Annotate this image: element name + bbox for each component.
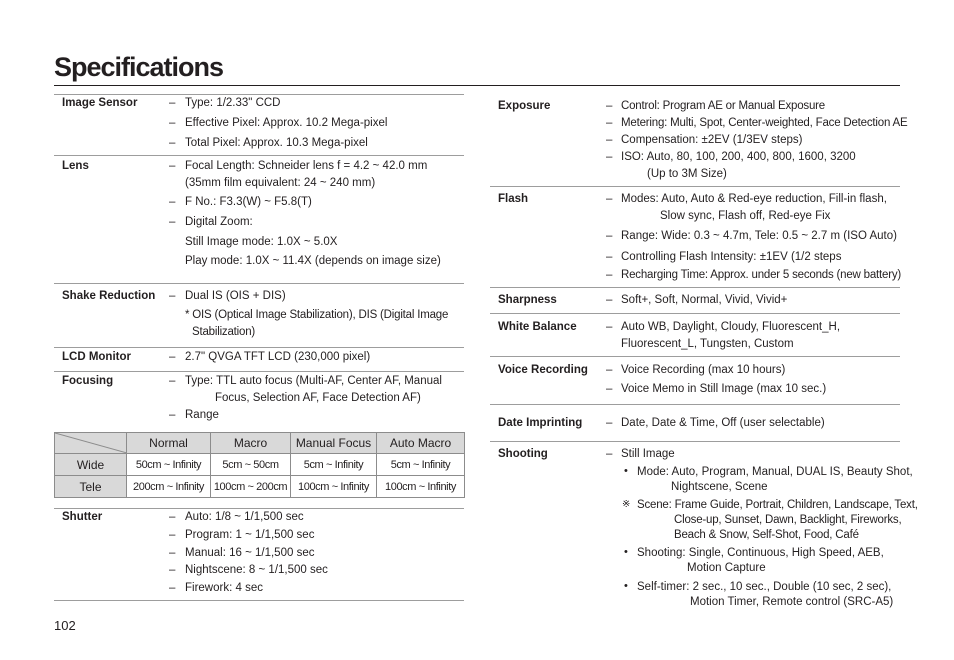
- table-cell: 100cm ~ Infinity: [291, 476, 377, 498]
- spec-value: Manual: 16 ~ 1/1,500 sec: [185, 547, 315, 559]
- spec-value: Scene: Frame Guide, Portrait, Children, Landscape, Text,: [637, 499, 918, 511]
- dash: –: [169, 511, 176, 523]
- spec-label-shake-reduction: Shake Reduction: [62, 290, 156, 302]
- spec-value: Program: 1 ~ 1/1,500 sec: [185, 529, 315, 541]
- spec-value: Still Image: [621, 448, 675, 460]
- spec-value: Type: 1/2.33" CCD: [185, 97, 281, 109]
- spec-value: Focal Length: Schneider lens f = 4.2 ~ 42.0 mm: [185, 160, 428, 172]
- spec-value: Controlling Flash Intensity: ±1EV (1/2 steps: [621, 251, 842, 263]
- dash: –: [606, 294, 613, 306]
- spec-value: Modes: Auto, Auto & Red-eye reduction, Fill-in flash,: [621, 193, 887, 205]
- reference-mark-icon: ※: [622, 499, 631, 510]
- spec-value: Range: Wide: 0.3 ~ 4.7m, Tele: 0.5 ~ 2.7 m (ISO Auto): [621, 230, 897, 242]
- dash: –: [606, 364, 613, 376]
- spec-value: Type: TTL auto focus (Multi-AF, Center AF, Manual: [185, 375, 442, 387]
- spec-value: ISO: Auto, 80, 100, 200, 400, 800, 1600, 3200: [621, 151, 856, 163]
- spec-value: (Up to 3M Size): [647, 168, 727, 180]
- dash: –: [169, 529, 176, 541]
- spec-value: Compensation: ±2EV (1/3EV steps): [621, 134, 803, 146]
- dash: –: [169, 375, 176, 387]
- spec-label-white-balance: White Balance: [498, 321, 577, 333]
- dash: –: [169, 216, 176, 228]
- dash: –: [606, 251, 613, 263]
- dash: –: [169, 547, 176, 559]
- spec-value: Firework: 4 sec: [185, 582, 263, 594]
- dash: –: [169, 160, 176, 172]
- dash: –: [606, 151, 613, 163]
- spec-value: Beach & Snow, Self-Shot, Food, Café: [674, 529, 859, 541]
- dash: –: [169, 137, 176, 149]
- bullet-icon: •: [624, 546, 628, 558]
- spec-value: Self-timer: 2 sec., 10 sec., Double (10 sec, 2 sec),: [637, 581, 892, 593]
- spec-note: * OIS (Optical Image Stabilization), DIS (Digital Image: [185, 309, 449, 321]
- spec-value: Shooting: Single, Continuous, High Speed, AEB,: [637, 547, 884, 559]
- divider: [54, 283, 464, 284]
- spec-value: Date, Date & Time, Off (user selectable): [621, 417, 825, 429]
- column-header: Auto Macro: [377, 433, 465, 454]
- spec-value: Nightscene, Scene: [671, 481, 768, 493]
- spec-value: Voice Recording (max 10 hours): [621, 364, 786, 376]
- spec-label-lens: Lens: [62, 160, 89, 172]
- dash: –: [606, 117, 613, 129]
- dash: –: [606, 269, 613, 281]
- dash: –: [606, 230, 613, 242]
- column-header: Macro: [211, 433, 291, 454]
- table-cell: 200cm ~ Infinity: [127, 476, 211, 498]
- bullet-icon: •: [624, 465, 628, 477]
- spec-label-image-sensor: Image Sensor: [62, 97, 138, 109]
- table-cell: 5cm ~ 50cm: [211, 454, 291, 476]
- focus-range-table: [54, 432, 465, 498]
- table-cell: 100cm ~ Infinity: [377, 476, 465, 498]
- spec-label-voice-recording: Voice Recording: [498, 364, 588, 376]
- spec-value: Total Pixel: Approx. 10.3 Mega-pixel: [185, 137, 368, 149]
- spec-value: Slow sync, Flash off, Red-eye Fix: [660, 210, 831, 222]
- spec-value: (35mm film equivalent: 24 ~ 240 mm): [185, 177, 376, 189]
- spec-value: Dual IS (OIS + DIS): [185, 290, 286, 302]
- spec-value: Auto: 1/8 ~ 1/1,500 sec: [185, 511, 304, 523]
- spec-note: Stabilization): [192, 326, 256, 338]
- table-row: [55, 476, 465, 498]
- spec-value: Digital Zoom:: [185, 216, 253, 228]
- spec-value: Recharging Time: Approx. under 5 seconds (new battery): [621, 269, 902, 281]
- divider: [490, 356, 900, 357]
- table-corner-cell: [55, 433, 127, 454]
- spec-value: Auto WB, Daylight, Cloudy, Fluorescent_H,: [621, 321, 841, 333]
- spec-value: Metering: Multi, Spot, Center-weighted, Face Detection AE: [621, 117, 908, 129]
- spec-value: Range: [185, 409, 219, 421]
- bullet-icon: •: [624, 580, 628, 592]
- spec-value: Control: Program AE or Manual Exposure: [621, 100, 825, 112]
- dash: –: [606, 321, 613, 333]
- divider: [54, 155, 464, 156]
- dash: –: [606, 383, 613, 395]
- divider: [54, 371, 464, 372]
- table-cell: 5cm ~ Infinity: [291, 454, 377, 476]
- column-header: Normal: [127, 433, 211, 454]
- spec-value: Focus, Selection AF, Face Detection AF): [215, 392, 421, 404]
- dash: –: [169, 290, 176, 302]
- title-rule: [54, 85, 900, 86]
- spec-label-shooting: Shooting: [498, 448, 548, 460]
- spec-label-sharpness: Sharpness: [498, 294, 557, 306]
- spec-value: Motion Timer, Remote control (SRC-A5): [690, 596, 894, 608]
- spec-label-focusing: Focusing: [62, 375, 114, 387]
- spec-value: Soft+, Soft, Normal, Vivid, Vivid+: [621, 294, 788, 306]
- dash: –: [169, 409, 176, 421]
- page-number: 102: [54, 618, 76, 633]
- divider: [490, 287, 900, 288]
- table-cell: 100cm ~ 200cm: [211, 476, 291, 498]
- spec-label-shutter: Shutter: [62, 511, 103, 523]
- spec-label-exposure: Exposure: [498, 100, 551, 112]
- spec-value: Effective Pixel: Approx. 10.2 Mega-pixel: [185, 117, 388, 129]
- divider: [54, 600, 464, 601]
- spec-value: Close-up, Sunset, Dawn, Backlight, Fireworks,: [674, 514, 902, 526]
- table-cell: 50cm ~ Infinity: [127, 454, 211, 476]
- dash: –: [169, 117, 176, 129]
- table-cell: 5cm ~ Infinity: [377, 454, 465, 476]
- divider: [54, 347, 464, 348]
- divider: [490, 441, 900, 442]
- divider: [490, 404, 900, 405]
- column-header: Manual Focus: [291, 433, 377, 454]
- spec-label-date-imprinting: Date Imprinting: [498, 417, 583, 429]
- dash: –: [169, 582, 176, 594]
- dash: –: [606, 100, 613, 112]
- spec-value: 2.7" QVGA TFT LCD (230,000 pixel): [185, 351, 371, 363]
- divider: [490, 186, 900, 187]
- table-row: [55, 454, 465, 476]
- dash: –: [606, 134, 613, 146]
- spec-value: Fluorescent_L, Tungsten, Custom: [621, 338, 794, 350]
- table-header-row: [55, 433, 465, 454]
- diagonal-line: [55, 433, 127, 453]
- dash: –: [606, 417, 613, 429]
- dash: –: [169, 196, 176, 208]
- page-title: Specifications: [54, 52, 224, 82]
- divider: [490, 313, 900, 314]
- dash: –: [606, 193, 613, 205]
- dash: –: [606, 448, 613, 460]
- dash: –: [169, 97, 176, 109]
- spec-value: F No.: F3.3(W) ~ F5.8(T): [185, 196, 312, 208]
- dash: –: [169, 564, 176, 576]
- spec-value: Mode: Auto, Program, Manual, DUAL IS, Beauty Shot,: [637, 466, 913, 478]
- spec-label-lcd-monitor: LCD Monitor: [62, 351, 131, 363]
- dash: –: [169, 351, 176, 363]
- row-header: Wide: [55, 454, 127, 476]
- spec-value: Nightscene: 8 ~ 1/1,500 sec: [185, 564, 328, 576]
- spec-value: Motion Capture: [687, 562, 766, 574]
- spec-value: Play mode: 1.0X ~ 11.4X (depends on image size): [185, 255, 441, 267]
- spec-label-flash: Flash: [498, 193, 529, 205]
- spec-value: Voice Memo in Still Image (max 10 sec.): [621, 383, 827, 395]
- row-header: Tele: [55, 476, 127, 498]
- spec-value: Still Image mode: 1.0X ~ 5.0X: [185, 236, 338, 248]
